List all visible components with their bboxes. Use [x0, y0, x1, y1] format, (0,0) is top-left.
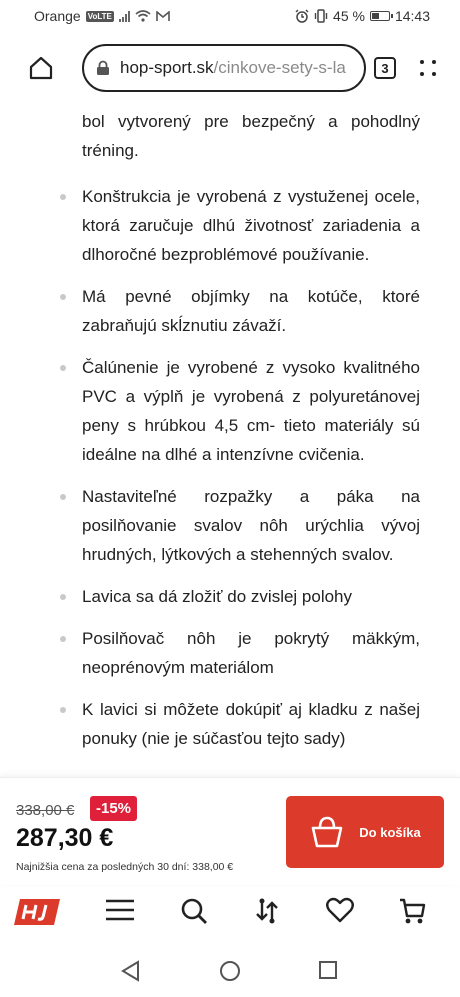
discount-badge: -15% — [90, 796, 137, 821]
recents-icon[interactable] — [318, 960, 338, 985]
gmail-icon — [156, 11, 170, 22]
list-item-fragment: bol vytvorený pre bezpečný a pohodlný tréning. — [82, 112, 420, 160]
add-to-cart-label: Do košíka — [359, 824, 421, 840]
purchase-bar — [0, 777, 460, 885]
home-circle-icon[interactable] — [219, 960, 241, 987]
url-domain: hop-sport.sk — [120, 58, 214, 77]
wifi-icon — [135, 10, 151, 22]
shopping-bag-icon — [309, 814, 345, 850]
home-icon — [28, 55, 54, 81]
vibrate-icon — [314, 9, 328, 23]
list-item: K lavici si môžete dokúpiť aj kladku z našej ponuky (nie je súčasťou tejto sady) — [0, 695, 460, 753]
lock-icon — [96, 60, 110, 76]
hamburger-menu-icon[interactable] — [104, 897, 136, 923]
battery-percent: 45 % — [333, 8, 365, 24]
hj-logo[interactable] — [12, 897, 62, 927]
cart-icon[interactable] — [398, 897, 426, 925]
menu-dots-icon[interactable] — [420, 60, 436, 76]
tabs-icon[interactable] — [374, 57, 396, 79]
status-right — [295, 8, 430, 24]
url-path: /cinkove-sety-s-la — [213, 58, 346, 77]
alarm-icon — [295, 9, 309, 23]
tab-count: 3 — [381, 60, 389, 76]
list-item: Lavica sa dá zložiť do zvislej polohy — [0, 582, 460, 611]
current-price: 287,30 € — [16, 824, 114, 852]
lowest-price-note: Najnižšia cena za posledných 30 dní: 338,00 € — [16, 861, 234, 873]
volte-badge: VoLTE — [87, 11, 112, 21]
old-price: 338,00 € — [16, 802, 75, 819]
list-item: Má pevné objímky na kotúče, ktoré zabraňujú skĺznutiu závaží. — [0, 282, 460, 340]
list-item: Posilňovač nôh je pokrytý mäkkým, neoprénovým materiálom — [0, 624, 460, 682]
list-item: Konštrukcia je vyrobená z vystuženej ocele, ktorá zaručuje dlhú životnosť zariadenia a dlhoročné bezproblémové používanie. — [0, 182, 460, 269]
add-to-cart-button[interactable] — [286, 796, 444, 868]
browser-home-button[interactable] — [0, 55, 82, 81]
back-icon[interactable] — [120, 960, 142, 987]
list-item: Čalúnenie je vyrobené z vysoko kvalitného PVC a výplň je vyrobená z polyuretánovej peny s hrúbkou 4,5 cm- tieto materiály sú ideálne na dlhé a intenzívne cvičenia. — [0, 353, 460, 469]
signal-icon — [119, 11, 130, 22]
search-icon[interactable] — [180, 897, 208, 925]
heart-icon[interactable] — [326, 897, 354, 923]
address-bar[interactable] — [82, 44, 366, 92]
status-left — [34, 8, 170, 24]
browser-toolbar — [0, 32, 460, 104]
battery-fill — [372, 13, 379, 19]
battery-icon — [370, 11, 390, 21]
product-description — [0, 104, 460, 774]
bottom-navigation — [0, 885, 460, 941]
list-item: Nastaviteľné rozpažky a páka na posilňovanie svalov nôh urýchlia vývoj hrudných, lýtkových a stehenných svalov. — [0, 482, 460, 569]
carrier-name: Orange — [34, 8, 81, 24]
compare-icon[interactable] — [254, 897, 280, 925]
status-bar — [0, 0, 460, 32]
clock: 14:43 — [394, 8, 430, 24]
system-navigation — [0, 944, 460, 997]
feature-list — [0, 107, 460, 753]
